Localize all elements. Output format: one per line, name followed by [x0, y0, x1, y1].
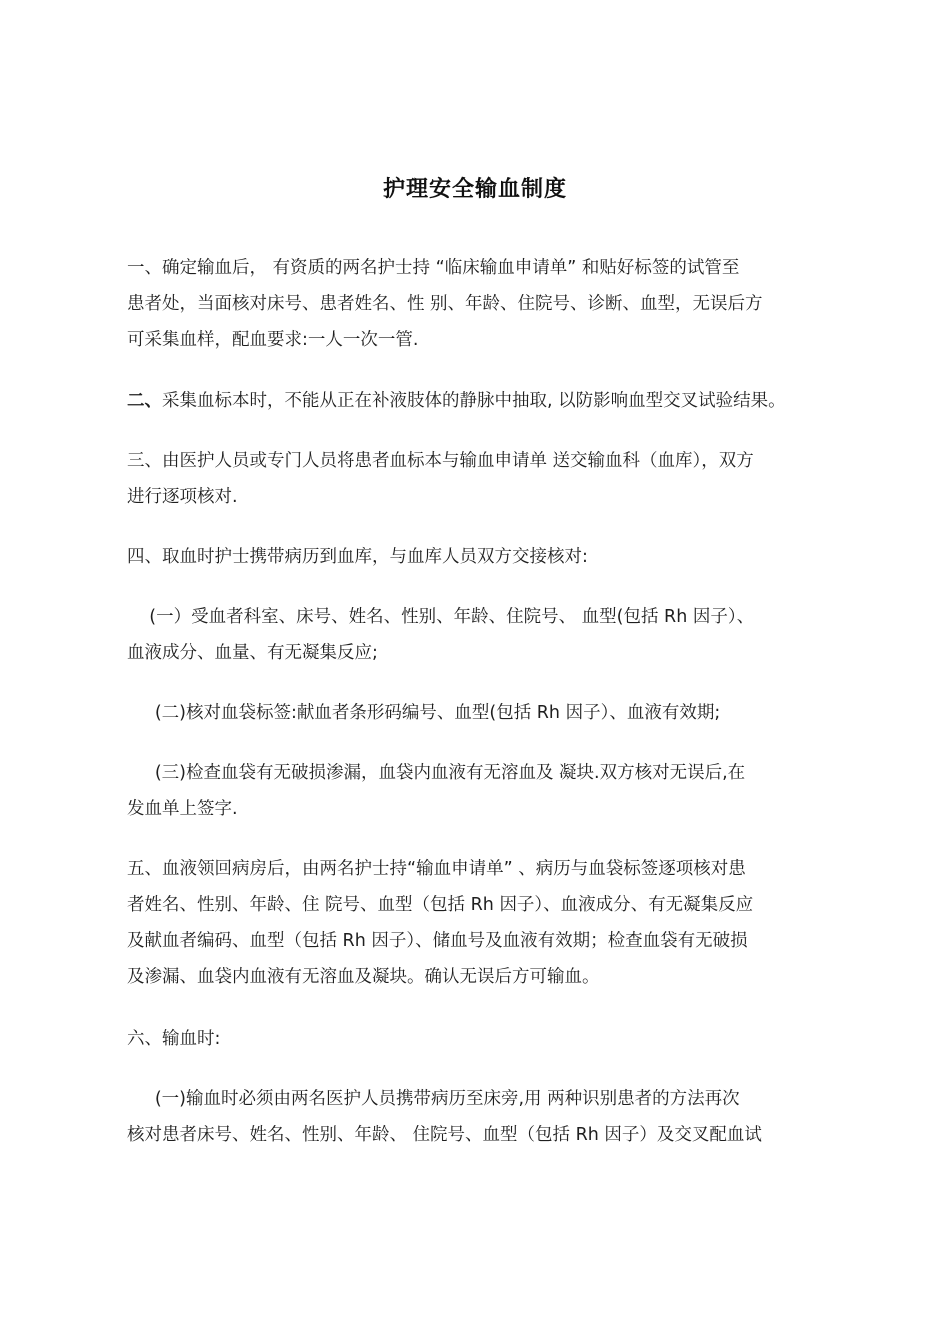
paragraph-5	[127, 599, 827, 671]
paragraph-2	[127, 383, 847, 419]
paragraph-line: 进行逐项核对.	[127, 487, 238, 507]
paragraph-line: (三)检查血袋有无破损渗漏，血袋内血液有无溶血及 凝块.双方核对无误后,在	[127, 763, 746, 783]
paragraph-line: 血液成分、血量、有无凝集反应;	[127, 643, 378, 663]
paragraph-8	[127, 851, 827, 995]
paragraph-9	[127, 1021, 827, 1057]
paragraph-line: 及渗漏、血袋内血液有无溶血及凝块。确认无误后方可输血。	[127, 967, 600, 987]
paragraph-line: 六、输血时:	[127, 1029, 221, 1049]
paragraph-line: 一、确定输血后， 有资质的两名护士持 “临床输血申请单” 和贴好标签的试管至	[127, 258, 740, 278]
paragraph-4	[127, 539, 827, 575]
paragraph-line: 可采集血样，配血要求:一人一次一管.	[127, 330, 419, 350]
paragraph-1	[127, 250, 827, 358]
paragraph-line: (一）受血者科室、床号、姓名、性别、年龄、住院号、 血型(包括 Rh 因子）、	[127, 607, 755, 627]
paragraph-line: 患者处，当面核对床号、患者姓名、性 别、年龄、住院号、诊断、血型，无误后方	[127, 294, 763, 314]
paragraph-line: 及献血者编码、血型（包括 Rh 因子）、储血号及血液有效期；检查血袋有无破损	[127, 931, 748, 951]
paragraph-line	[127, 383, 847, 419]
paragraph-line: 者姓名、性别、年龄、住 院号、血型（包括 Rh 因子）、血液成分、有无凝集反应	[127, 895, 754, 915]
paragraph-3	[127, 443, 827, 515]
paragraph-text: 采集血标本时，不能从正在补液肢体的静脉中抽取, 以防影响血型交叉试验结果。	[162, 391, 786, 411]
paragraph-line: 四、取血时护士携带病历到血库，与血库人员双方交接核对:	[127, 547, 588, 567]
paragraph-line: 发血单上签字.	[127, 799, 238, 819]
document-title: 护理安全输血制度	[382, 177, 567, 202]
paragraph-10	[127, 1081, 827, 1153]
paragraph-line: (二)核对血袋标签:献血者条形码编号、血型(包括 Rh 因子）、血液有效期;	[127, 703, 721, 723]
paragraph-line: 五、血液领回病房后，由两名护士持“输血申请单” 、病历与血袋标签逐项核对患	[127, 859, 746, 879]
paragraph-line: (一)输血时必须由两名医护人员携带病历至床旁,用 两种识别患者的方法再次	[127, 1089, 740, 1109]
paragraph-6	[127, 695, 827, 731]
paragraph-7	[127, 755, 827, 827]
paragraph-line: 三、由医护人员或专门人员将患者血标本与输血申请单 送交输血科（血库），双方	[127, 451, 754, 471]
paragraph-lead: 二、	[127, 391, 162, 411]
paragraph-line: 核对患者床号、姓名、性别、年龄、 住院号、血型（包括 Rh 因子）及交叉配血试	[127, 1125, 762, 1145]
